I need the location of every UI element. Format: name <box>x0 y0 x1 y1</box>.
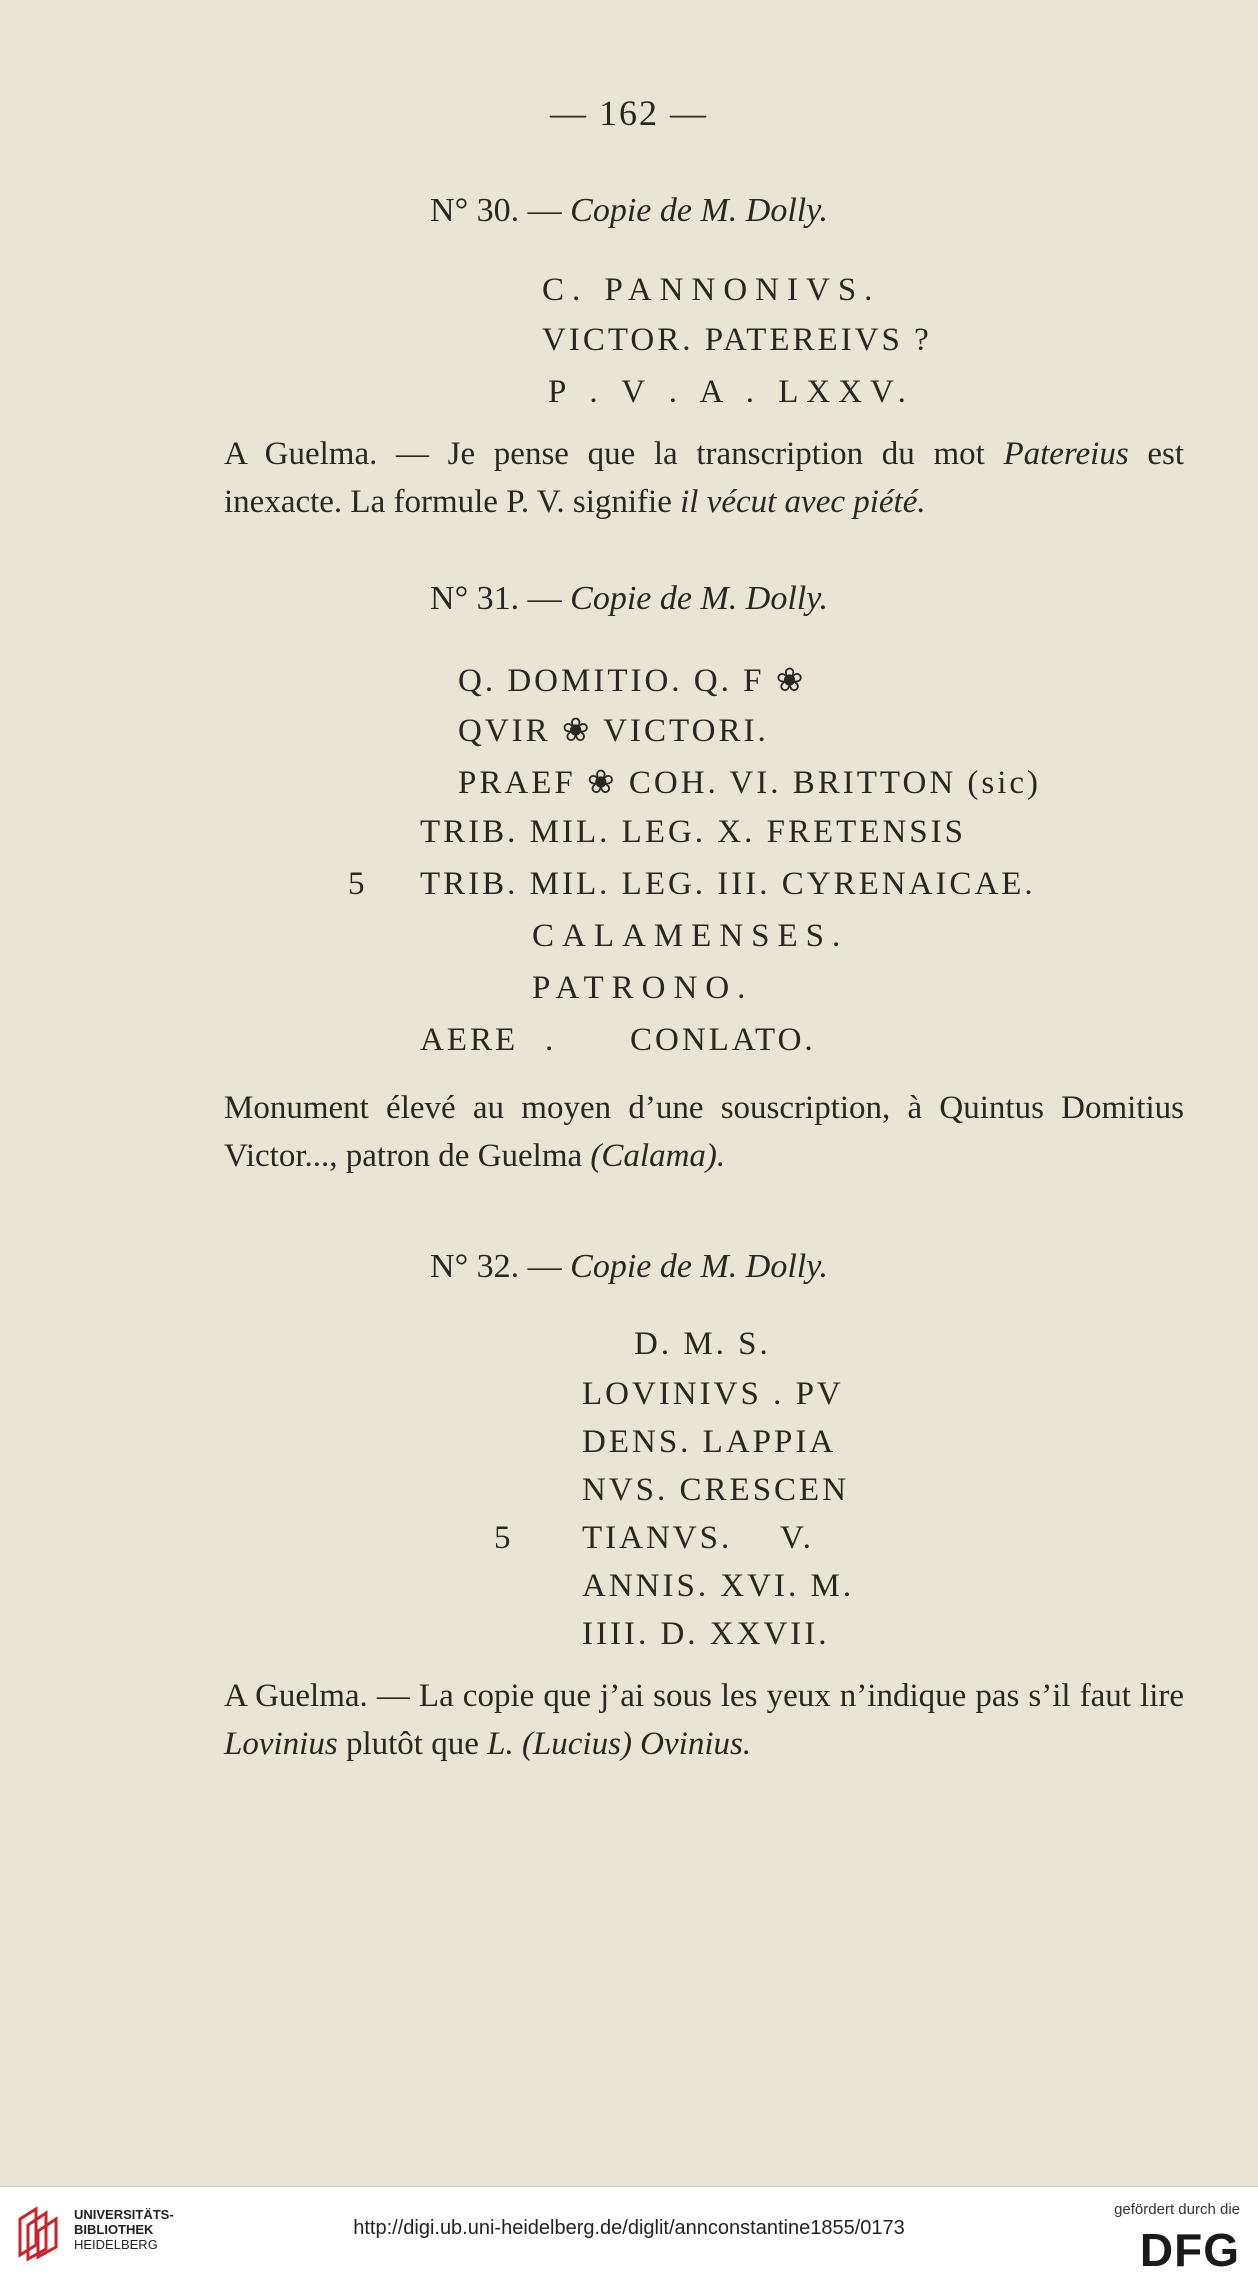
entry-31-comment-text-a: Monument élevé au moyen d’une souscription, à Quintus Domitius Victor..., patron de Guelma <box>224 1090 1184 1174</box>
entry-31-comment-italic-a: (Calama). <box>590 1138 726 1174</box>
entry-32-line-4: NVS. CRESCEN <box>582 1472 850 1508</box>
library-name-line-1: UNIVERSITÄTS- <box>74 2207 174 2222</box>
page-number: — 162 — <box>550 93 708 133</box>
entry-31-line-1: Q. DOMITIO. Q. F ❀ <box>458 663 807 699</box>
library-name-line-3: HEIDELBERG <box>74 2237 158 2252</box>
entry-32-line-1: D. M. S. <box>634 1326 771 1362</box>
entry-31-number: N° 31. — <box>430 580 562 617</box>
entry-32-line-2: LOVINIVS . PV <box>582 1376 844 1412</box>
entry-32-copy-note: Copie de M. Dolly. <box>570 1248 828 1285</box>
entry-32-line-5b: V. <box>780 1520 814 1556</box>
entry-31-line-6: CALAMENSES. <box>532 918 849 954</box>
entry-30-line-1: C. PANNONIVS. <box>542 272 881 308</box>
entry-31-commentary <box>224 1084 1184 1180</box>
entry-30-copy-note: Copie de M. Dolly. <box>570 192 828 229</box>
entry-31-line-2: QVIR ❀ VICTORI. <box>458 713 769 749</box>
entry-30-line-3: P . V . A . LXXV. <box>548 374 914 410</box>
entry-32-comment-text-a: A Guelma. — La copie que j’ai sous les yeux n’indique pas s’il faut lire <box>224 1678 1184 1714</box>
entry-30-line-2: VICTOR. PATEREIVS ? <box>542 322 932 358</box>
entry-31-copy-note: Copie de M. Dolly. <box>570 580 828 617</box>
permalink-url[interactable]: http://digi.ub.uni-heidelberg.de/diglit/annconstantine1855/0173 <box>353 2217 905 2239</box>
entry-30-comment-italic-a: Patereius <box>1003 436 1129 472</box>
entry-31-line-8b: CONLATO. <box>630 1022 816 1058</box>
entry-32-comment-italic-b: L. (Lucius) Ovinius. <box>487 1726 752 1762</box>
entry-32-commentary <box>224 1672 1184 1768</box>
entry-31-line-8-dot: . <box>545 1022 557 1058</box>
entry-30-heading <box>0 192 1258 230</box>
entry-32-line-6: ANNIS. XVI. M. <box>582 1568 855 1604</box>
entry-32-heading <box>0 1248 1258 1286</box>
entry-31-line-5: TRIB. MIL. LEG. III. CYRENAICAE. <box>420 866 1036 902</box>
dfg-logo: DFG <box>1139 2224 1240 2276</box>
entry-32-line-7: IIII. D. XXVII. <box>582 1616 830 1652</box>
entry-30-number: N° 30. — <box>430 192 562 229</box>
entry-31-line-3: PRAEF ❀ COH. VI. BRITTON (sic) <box>458 765 1042 801</box>
entry-32-line-3: DENS. LAPPIA <box>582 1424 837 1460</box>
entry-31-line-7: PATRONO. <box>532 970 754 1006</box>
entry-32-line-5a: TIANVS. <box>582 1520 733 1556</box>
entry-30-comment-italic-b: il vécut avec piété. <box>680 484 926 520</box>
entry-30-comment-text-b: est inexacte. La formule P. V. signifie <box>224 436 1184 520</box>
sponsor-caption: gefördert durch die <box>1114 2201 1240 2218</box>
entry-32-comment-text-b: plutôt que <box>337 1726 488 1762</box>
entry-32-number: N° 32. — <box>430 1248 562 1285</box>
entry-31-heading <box>0 580 1258 618</box>
digitization-footer <box>0 2186 1258 2277</box>
entry-32-line-number: 5 <box>494 1520 511 1556</box>
library-name-line-2: BIBLIOTHEK <box>74 2222 154 2237</box>
entry-31-line-8a: AERE <box>420 1022 519 1058</box>
entry-30-commentary <box>224 430 1184 526</box>
entry-31-line-number: 5 <box>348 866 365 902</box>
entry-30-comment-text-a: A Guelma. — Je pense que la transcription du mot <box>224 436 1004 472</box>
entry-31-line-4: TRIB. MIL. LEG. X. FRETENSIS <box>420 814 966 850</box>
entry-32-comment-italic-a: Lovinius <box>224 1726 338 1762</box>
